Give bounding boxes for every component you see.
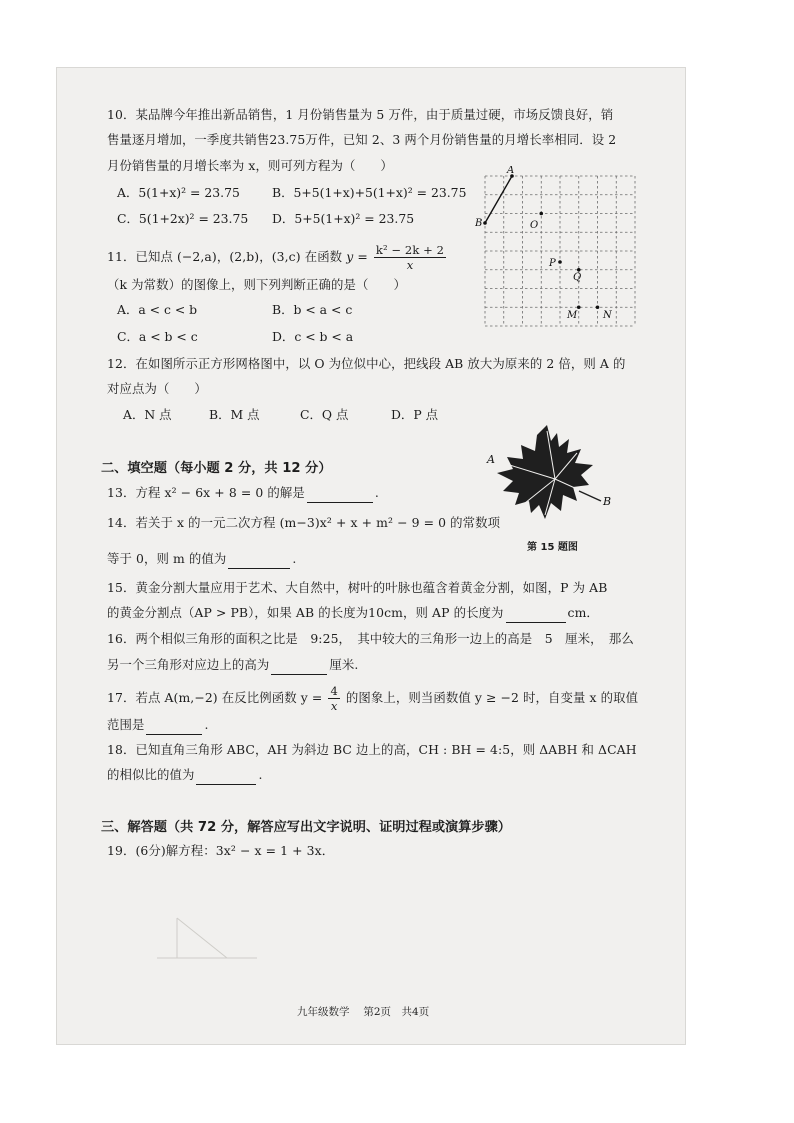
q18-line1: 18．已知直角三角形 ABC，AH 为斜边 BC 边上的高，CH : BH = 4:5，则 ΔABH 和 ΔCAH [107, 742, 637, 757]
q16-line1: 16．两个相似三角形的面积之比是 9:25， 其中较大的三角形一边上的高是 5 厘米， 那么 [107, 631, 634, 646]
q10-line1: 10．某品牌今年推出新品销售，1 月份销售量为 5 万件，由于质量过硬，市场反馈良好，销 [107, 107, 614, 122]
q15-line1: 15．黄金分割大量应用于艺术、大自然中，树叶的叶脉也蕴含着黄金分割，如图，P 为 AB [107, 580, 608, 595]
q17-function-fraction: $\frac{4}{x}$ [330, 684, 338, 713]
label-b: B [475, 218, 483, 229]
q14-answer-blank [228, 550, 290, 569]
q12-option-b: B．M 点 [209, 407, 260, 422]
q10-option-d: D．5+5(1+x)² = 23.75 [272, 211, 415, 226]
q12-option-c: C．Q 点 [300, 407, 349, 422]
leaf-label-a: A [487, 453, 495, 466]
leaf-figure-caption: 第 15 题图 [527, 542, 578, 553]
point-p [558, 260, 562, 264]
q11-option-b: B．b < a < c [272, 302, 353, 317]
label-o: O [530, 220, 539, 231]
q15-line2: 的黄金分割点（AP > PB），如果 AB 的长度为10cm，则 AP 的长度为 cm． [107, 604, 599, 623]
q12-option-d: D．P 点 [391, 407, 438, 422]
q11-option-c: C．a < b < c [117, 329, 198, 344]
q12-option-a: A．N 点 [123, 407, 172, 422]
page-footer: 九年级数学 第2页 共4页 [297, 1006, 430, 1018]
point-q [577, 268, 581, 272]
leaf-figure [485, 423, 625, 543]
bleed-through-marks [137, 898, 277, 968]
square-grid-figure [475, 166, 645, 336]
point-m [577, 305, 581, 309]
segment-ab [485, 176, 512, 223]
q12-line2: 对应点为（ ） [107, 381, 207, 396]
leaf-shape [497, 425, 593, 519]
q10-line3: 月份销售量的月增长率为 x，则可列方程为（ ） [107, 158, 393, 173]
label-a: A [507, 166, 515, 176]
q16-line2: 另一个三角形对应边上的高为 厘米. [107, 656, 358, 675]
label-q: Q [573, 272, 582, 283]
label-m: M [567, 310, 578, 321]
q17-line1: 17．若点 A(m,−2) 在反比例函数 y = $\frac{4}{x}$ 的图象上，则当函数值 y ≥ −2 时，自变量 x 的取值 [107, 684, 639, 713]
q19-line: 19．(6分)解方程：3x² − x = 1 + 3x． [107, 843, 335, 858]
q11-line2: （k 为常数）的图像上，则下列判断正确的是（ ） [107, 277, 406, 292]
section-3-title: 三、解答题（共 72 分，解答应写出文字说明、证明过程或演算步骤） [101, 820, 511, 835]
label-n: N [603, 310, 612, 321]
q13-line: 13．方程 x² − 6x + 8 = 0 的解是 . [107, 484, 379, 503]
q17-line2: 范围是 . [107, 716, 209, 735]
q13-answer-blank [307, 484, 373, 503]
q10-option-c: C．5(1+2x)² = 23.75 [117, 211, 249, 226]
q17-answer-blank [146, 716, 202, 735]
point-b [483, 221, 487, 225]
leaf-label-b: B [603, 495, 612, 508]
q11-option-a: A．a < c < b [117, 302, 198, 317]
q14-line1: 14．若关于 x 的一元二次方程 (m−3)x² + x + m² − 9 = 0 的常数项 [107, 515, 501, 530]
q18-line2: 的相似比的值为 . [107, 766, 262, 785]
q10-option-b: B．5+5(1+x)+5(1+x)² = 23.75 [272, 185, 467, 200]
q14-line2: 等于 0，则 m 的值为 . [107, 550, 296, 569]
q18-answer-blank [196, 766, 256, 785]
q11-line1: 11．已知点 (−2,a)，(2,b)，(3,c) 在函数 y = $\frac{\text{k² − 2k + 2}}{x}$ [107, 243, 445, 272]
q10-line2: 售量逐月增加，一季度共销售23.75万件，已知 2、3 两个月份销售量的月增长率相同．设 2 [107, 132, 617, 147]
q15-answer-blank [506, 604, 566, 623]
point-o [539, 212, 543, 216]
section-2-title: 二、填空题（每小题 2 分，共 12 分） [101, 461, 332, 476]
q11-function-fraction: $\frac{\text{k² − 2k + 2}}{x}$ [375, 243, 445, 272]
exam-page [57, 68, 685, 1044]
q16-answer-blank [271, 656, 327, 675]
q10-option-a: A．5(1+x)² = 23.75 [117, 185, 240, 200]
label-p: P [549, 258, 556, 269]
q11-option-d: D．c < b < a [272, 329, 354, 344]
point-n [596, 305, 600, 309]
q12-line1: 12．在如图所示正方形网格图中，以 O 为位似中心，把线段 AB 放大为原来的 2 倍，则 A 的 [107, 356, 626, 371]
